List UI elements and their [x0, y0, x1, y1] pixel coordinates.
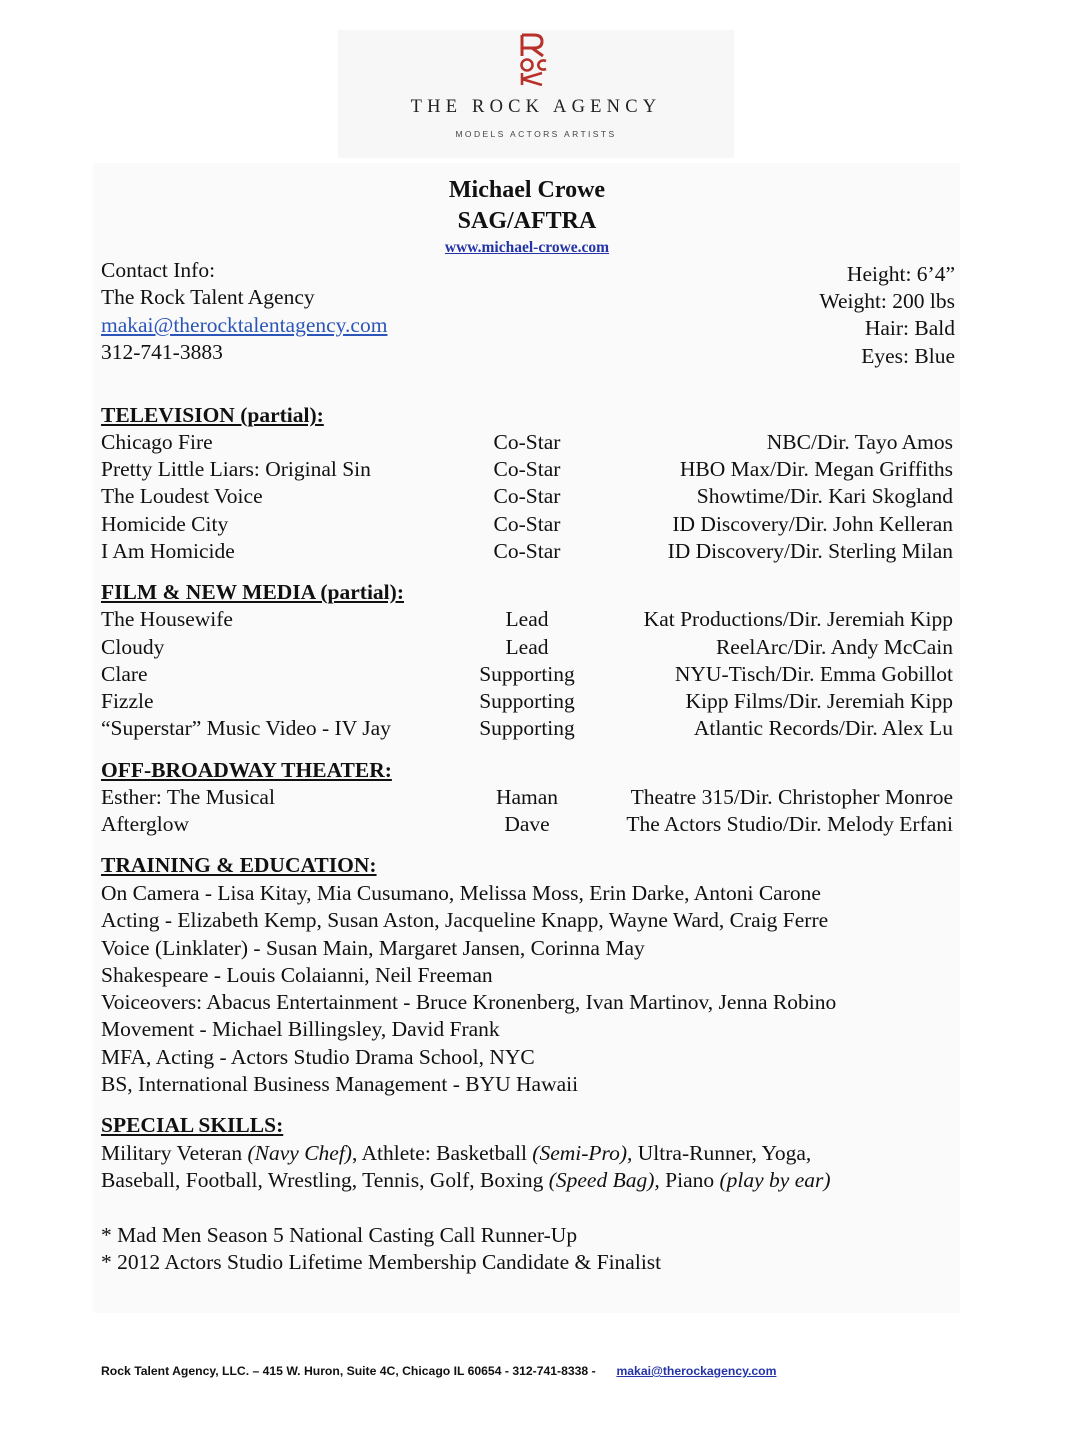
footer-address: Rock Talent Agency, LLC. – 415 W. Huron, Suite 4C, Chicago IL 60654 - 312-741-8338 -: [101, 1364, 596, 1378]
credit-production: Atlantic Records/Dir. Alex Lu: [693, 716, 953, 740]
agency-tagline: MODELS ACTORS ARTISTS: [455, 129, 617, 139]
credit-production: ID Discovery/Dir. John Kelleran: [672, 512, 953, 536]
contact-agency: The Rock Talent Agency: [101, 285, 315, 309]
credit-role: Lead: [505, 607, 549, 631]
training-line: Acting - Elizabeth Kemp, Susan Aston, Jacqueline Knapp, Wayne Ward, Craig Ferre: [101, 908, 829, 932]
section-heading-skills: SPECIAL SKILLS:: [101, 1113, 284, 1137]
honor-item: * 2012 Actors Studio Lifetime Membership Candidate & Finalist: [101, 1250, 662, 1274]
credit-role: Dave: [504, 812, 550, 836]
website-link[interactable]: www.michael-crowe.com: [444, 239, 610, 256]
credit-title: Pretty Little Liars: Original Sin: [101, 457, 371, 481]
contact-phone: 312-741-3883: [101, 340, 223, 364]
training-line: Movement - Michael Billingsley, David Frank: [101, 1017, 500, 1041]
credit-role: Supporting: [479, 662, 575, 686]
credit-title: “Superstar” Music Video - IV Jay: [101, 716, 391, 740]
section-heading-theater: OFF-BROADWAY THEATER:: [101, 758, 392, 782]
agency-brand: THE ROCK AGENCY: [410, 97, 662, 117]
footer-email-link[interactable]: makai@therockagency.com: [616, 1364, 777, 1378]
credit-role: Co-Star: [493, 512, 561, 536]
credit-role: Haman: [495, 785, 559, 809]
footer: [101, 1364, 776, 1378]
skill-note: (Navy Chef): [247, 1141, 352, 1165]
training-line: Voiceovers: Abacus Entertainment - Bruce Kronenberg, Ivan Martinov, Jenna Robino: [101, 990, 837, 1014]
credit-title: I Am Homicide: [101, 539, 235, 563]
credit-production: Theatre 315/Dir. Christopher Monroe: [630, 785, 953, 809]
credit-role: Supporting: [479, 716, 575, 740]
training-line: Shakespeare - Louis Colaianni, Neil Freeman: [101, 963, 493, 987]
credit-production: The Actors Studio/Dir. Melody Erfani: [626, 812, 953, 836]
credit-title: The Loudest Voice: [101, 484, 263, 508]
skill-note: (play by ear): [719, 1168, 831, 1192]
skill-text: Piano: [659, 1168, 720, 1192]
section-heading-film: FILM & NEW MEDIA (partial):: [101, 580, 404, 604]
credit-production: HBO Max/Dir. Megan Griffiths: [679, 457, 953, 481]
section-heading-training: TRAINING & EDUCATION:: [101, 853, 377, 877]
stat-eyes: Eyes: Blue: [861, 344, 955, 368]
rock-logo-icon: [516, 32, 552, 86]
training-line: MFA, Acting - Actors Studio Drama School, NYC: [101, 1045, 535, 1069]
contact-label: Contact Info:: [101, 258, 216, 282]
credit-production: NBC/Dir. Tayo Amos: [766, 430, 953, 454]
stat-hair: Hair: Bald: [864, 316, 955, 340]
skill-text: Ultra-Runner, Yoga,: [632, 1141, 812, 1165]
credit-title: Chicago Fire: [101, 430, 213, 454]
credit-production: Showtime/Dir. Kari Skogland: [696, 484, 953, 508]
section-heading-television: TELEVISION (partial):: [101, 403, 324, 427]
credit-title: Clare: [101, 662, 148, 686]
credit-title: The Housewife: [101, 607, 233, 631]
stat-weight: Weight: 200 lbs: [819, 289, 955, 313]
credit-title: Fizzle: [101, 689, 154, 713]
credit-title: Homicide City: [101, 512, 229, 536]
credit-title: Afterglow: [101, 812, 189, 836]
skill-note: (Speed Bag),: [548, 1168, 660, 1192]
credit-role: Co-Star: [493, 457, 561, 481]
credit-production: ReelArc/Dir. Andy McCain: [715, 635, 953, 659]
skill-note: (Semi-Pro),: [532, 1141, 633, 1165]
stat-height: Height: 6’4”: [846, 262, 955, 286]
skill-text: Military Veteran: [101, 1141, 248, 1165]
skills-line: [101, 1140, 811, 1166]
training-line: On Camera - Lisa Kitay, Mia Cusumano, Melissa Moss, Erin Darke, Antoni Carone: [101, 881, 821, 905]
credit-role: Co-Star: [493, 539, 561, 563]
credit-title: Esther: The Musical: [101, 785, 275, 809]
credit-role: Lead: [505, 635, 549, 659]
credit-role: Co-Star: [493, 484, 561, 508]
credit-role: Co-Star: [493, 430, 561, 454]
skill-text: Baseball, Football, Wrestling, Tennis, Golf, Boxing: [101, 1168, 549, 1192]
credit-production: NYU-Tisch/Dir. Emma Gobillot: [674, 662, 953, 686]
contact-email-link[interactable]: makai@therocktalentagency.com: [101, 313, 388, 337]
honor-item: * Mad Men Season 5 National Casting Call Runner-Up: [101, 1223, 578, 1247]
training-line: Voice (Linklater) - Susan Main, Margaret Jansen, Corinna May: [101, 936, 645, 960]
training-line: BS, International Business Management - BYU Hawaii: [101, 1072, 579, 1096]
skill-text: , Athlete: Basketball: [351, 1141, 533, 1165]
union-affiliation: SAG/AFTRA: [457, 208, 597, 234]
credit-production: ID Discovery/Dir. Sterling Milan: [667, 539, 953, 563]
credit-production: Kat Productions/Dir. Jeremiah Kipp: [643, 607, 953, 631]
actor-name: Michael Crowe: [448, 177, 606, 203]
credit-production: Kipp Films/Dir. Jeremiah Kipp: [685, 689, 953, 713]
skills-line: [101, 1167, 831, 1193]
credit-role: Supporting: [479, 689, 575, 713]
credit-title: Cloudy: [101, 635, 165, 659]
